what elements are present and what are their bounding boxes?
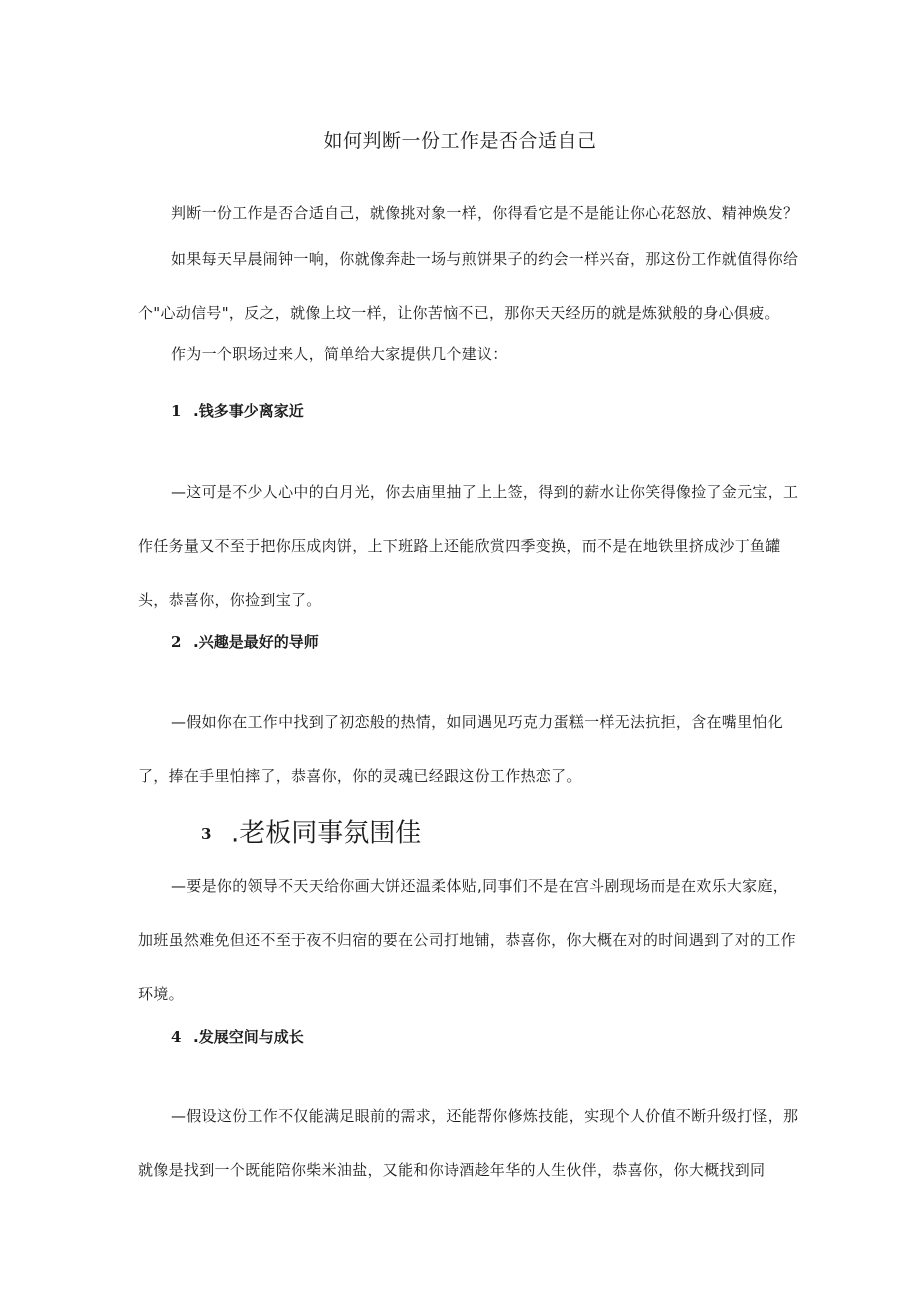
section-body-2: —假如你在工作中找到了初恋般的热情，如同遇见巧克力蛋糕一样无法抗拒，含在嘴里怕化了，捧在手里怕摔了，恭喜你，你的灵魂已经跟这份工作热恋了。 <box>138 713 784 785</box>
intro-paragraph-2: 如果每天早晨闹钟一响，你就像奔赴一场与煎饼果子的约会一样兴奋，那这份工作就值得你给个"心动信号"，反之，就像上坟一样，让你苦恼不已，那你天天经历的就是炼狱般的身心俱疲。 <box>138 250 799 322</box>
section-title-3: .老板同事氛围佳 <box>231 818 422 849</box>
section-title-2: .兴趣是最好的导师 <box>193 633 319 651</box>
section-body-1: —这可是不少人心中的白月光，你去庙里抽了上上签，得到的薪水让你笑得像捡了金元宝，工作任务量又不至于把你压成肉饼，上下班路上还能欣赏四季变换，而不是在地铁里挤成沙丁鱼罐头，恭喜你，你捡到宝了。 <box>138 483 799 609</box>
section-heading-1 <box>171 397 304 425</box>
section-number-3: 3 <box>201 824 212 843</box>
section-number-4: 4 <box>171 1028 182 1046</box>
intro-paragraph-1: 判断一份工作是否合适自己，就像挑对象一样，你得看它是不是能让你心花怒放、精神焕发？ <box>171 204 799 222</box>
section-title-1: .钱多事少离家近 <box>193 402 304 420</box>
section-number-2: 2 <box>171 633 182 651</box>
section-heading-4 <box>171 1023 304 1051</box>
section-heading-2 <box>171 628 319 656</box>
intro-paragraph-3: 作为一个职场过来人，简单给大家提供几个建议： <box>171 345 508 363</box>
section-heading-3 <box>201 815 421 852</box>
section-body-3: —要是你的领导不天天给你画大饼还温柔体贴,同事们不是在宫斗剧现场而是在欢乐大家庭，加班虽然难免但还不至于夜不归宿的要在公司打地铺，恭喜你，你大概在对的时间遇到了对的工作环境。 <box>138 877 796 1003</box>
section-title-4: .发展空间与成长 <box>193 1028 304 1046</box>
section-number-1: 1 <box>171 402 182 420</box>
section-body-4: —假设这份工作不仅能满足眼前的需求，还能帮你修炼技能，实现个人价值不断升级打怪，那就像是找到一个既能陪你柴米油盐，又能和你诗酒趁年华的人生伙伴，恭喜你，你大概找到同 <box>138 1107 799 1179</box>
document-title: 如何判断一份工作是否合适自己 <box>323 130 597 152</box>
